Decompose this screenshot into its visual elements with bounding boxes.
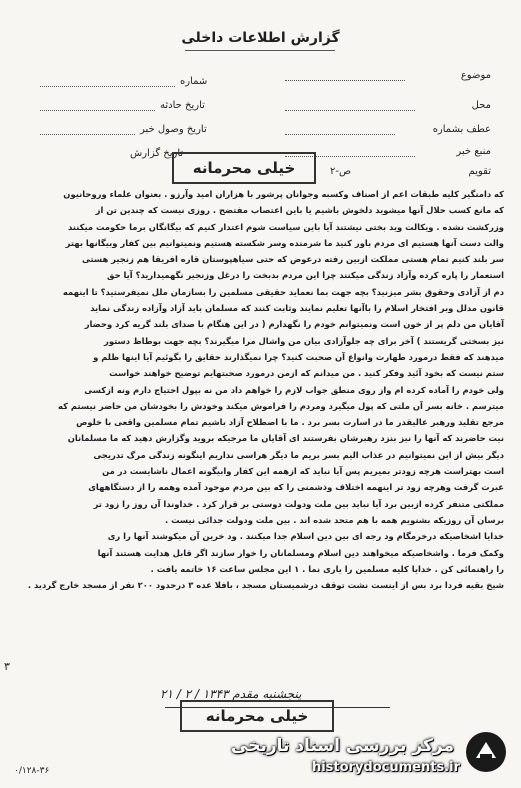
confidential-stamp-top: خیلی محرمانه [172,152,316,184]
body-line: میترسم . خانه بسر آن ملتی که پول میگیرد ومردم را فراموش میکند وخودش را بخودشان من حاضر نیستم که [58,400,504,411]
body-line: که دامنگیر کلیه طبقات اعم از اصناف وکسبه وجوانان پرشور با هزاران امید وآرزو . بعنوان علماء وروحانیون [63,189,504,199]
reference-field-line [285,134,395,135]
archive-logo-graphic [466,732,506,772]
label-report-date: تاریخ گزارش [130,148,184,159]
body-line: میدهند که فقط درمورد طهارت وانواع آن صحبت کنید؟ چرا نمیگذارند حقایق را بگوئیم آیا اینها ظلم و [93,351,504,362]
confidential-stamp-bottom: خیلی محرمانه [180,700,334,732]
body-line: نیز بسختی گریستند ) آخر برای چه جلوآزادی بیان من واشال مرا میگیرند؟ بچه جهت بوطاظ دستور [104,335,504,346]
title-underline [185,50,335,51]
body-line: وزرکشت نشده . ویکالت وید بختی نیشتند آیا باین سیاست شوم اعتدار کنیم که بیگانگان برما حکومت میکنند [67,221,504,232]
label-subject: موضوع [460,70,491,81]
body-line: والت دست آنها هستیم ای مردم باور کنید ما شرمنده وسر شکسته هستیم ونمیتوانیم بین کفار وبیگانها بهتر [65,237,504,248]
watermark-url: historydocuments.ir [311,760,460,775]
location-field-line [285,110,415,111]
label-location: محل [471,100,491,111]
number-field-line [40,86,175,87]
body-line: مرجع تقلید ورهبر عالیقدر ما در اسارت بسر برد . ما با اصطلاح آزاد باشیم تمام مسلمین واقعی با خلوص [76,417,504,428]
body-line: خدایا اشخاصیکه درخرمگام ود رجه ای بین دین اسلام جدا میکنند . ود خرین آن میکوشند آنها را ری [107,531,504,542]
body-line: ولی خودم را آماده کرده ام واز روی منطق جواب لازم را خواهم داد من نه بپول احتیاج دارم ونه ازکسی [84,384,504,395]
label-number: شماره [180,76,208,87]
body-line: استعمار را پاره کرده وآزاد زندگی میکنند چرا این مردم بدبخت را درغل وزنجیر نگهمیدارید؟ آیا حق [107,270,504,281]
label-source: منبع خبر [456,146,491,157]
body-line: دم از آزادی وحقوق بشر میزنید؟ بچه جهت بما نعماید حقیقی مسلمین را بسازمان ملل نمیفرستید؟ تا اینهمه [62,286,504,297]
body-line: که مانع کسب حلال آنها میشوید دلخوش باشیم یا باین اعتصاب مفتضح . روزی نیست که چندین تن از [95,205,504,216]
incident-date-field-line [40,110,155,111]
body-line: مملکتی متنفر کرده ازبین برد آیا نباید بین ملت ودولت دوستی بر قرار کرد . خداوندا آن روز را زود تر [93,498,504,509]
label-reference: عطف بشماره [432,124,491,135]
subject-field-line [285,80,405,81]
page-reference: ص-۲ [330,166,352,177]
body-line: آقایان من دلم پر از خون است ونمیتوانم خودم را نگهدارم ( در این هنگام با صدای بلند گریه کرد وحضار [84,319,504,330]
archive-logo-icon [466,732,506,772]
margin-mark: ۳ [4,660,10,673]
body-line: شیخ بقیه فردا برد بس از اینست نشت توقف درشمیستان مسجد ، بافلا عده ۳ درحدود ۲۰۰ نفر از مسجد خارج گردید . [27,580,504,591]
body-line: را راهنمائی کن . خدایا کلیه مسلمین را یاری نما . ۱ این مجلس ساعت ۱۶ خاتمه یافت . [150,563,504,574]
body-line: نیت حاضرند که آنها را نیز بنزد رهبرشان بفرستند ای آقایان ما مرجیکه بروید وگزارش دهید که ما مسلمانان [67,433,504,444]
body-line: است بهتراست هرچه زودتر بمیریم پس آیا نباید که ازهمه این کفار وابیگونه اعمال ناشایست در من [102,466,504,477]
handwritten-signature: پنجشنبه مقدم ۱۳۴۳ / ۲ / ۲۱ [160,687,302,701]
report-body [14,186,504,593]
watermark [180,728,516,782]
receipt-date-field-line [40,134,135,135]
body-line: وکمک فرما . واشخاصیکه میخواهند دین اسلام ومسلمانان را خوار سازند اگر قابل هدایت هستند آنها [97,547,504,558]
body-line: قانون مدلل وبر افتخار اسلام را باآنها تعلیم نمایند وثابت کنند که مسلمان باید آزاد وآزاده زندگی نماید [90,303,504,314]
watermark-title: مرکز بررسی اسناد تاریخی [231,736,454,756]
body-line: عبرت گرفت وهرچه زود تر اینهمه اختلاف وذشمنی را که بین مردم موجود آمده وهمه را از دستگاههای [88,482,504,493]
body-line: برسان آن روزیکه بشنویم همه با هم متحد شده اند . بین ملت ودولت جدائی نیست . [164,514,504,525]
document-number: ۰/۱۲۸-۳۶ [14,766,50,776]
body-line: سر بلند کنیم تمام هستی مملکت ازبین رفته درعوض که حتی سیاهپوستان قاره افریقا هم زنجیر هستی [82,254,504,265]
label-evaluation: تقویم [468,166,491,177]
document-title: گزارش اطلاعات داخلی [181,30,340,46]
label-incident-date: تاریخ حادثه [160,100,205,111]
label-receipt-date: تاریخ وصول خبر [140,124,207,135]
body-line: دیگر بیش از این نمیتوانیم در عذاب الیم بسر بریم ما دیگر هراسی نداریم اینگونه زندگی مرگ تدریجی [93,449,504,460]
body-line: ستم نیست که بخود آئید وفکر کنید . من میدانم که ازمن درمورد صحبتهایم توضیح خواهند خواست [109,368,504,379]
